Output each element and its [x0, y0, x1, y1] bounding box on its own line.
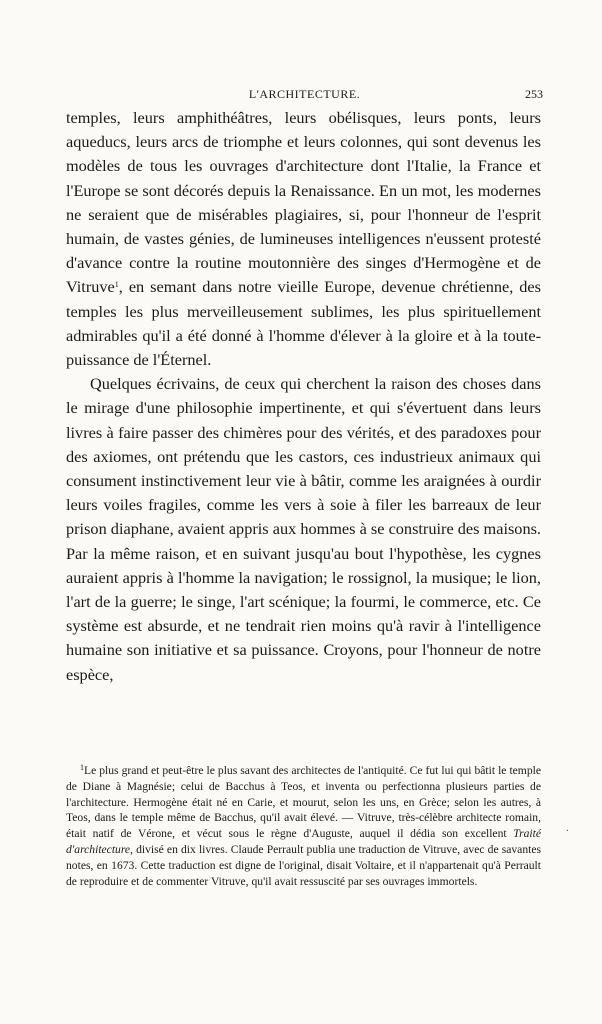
footnote-text-before-title: Le plus grand et peut-être le plus savant des architectes de l'antiquité. Ce fut lui qui bâtit le temple de Diane à Magnésie; celui de Bacchus à Teos, et inventa ou perfectionna plusieurs parties de l'architecture. Hermogène était né en Carie, et mourut, selon les uns, en Grèce; selon les autres, à Teos, dans le temple même de Bacchus, qu'il avait élevé. — Vitruve, très-célèbre architecte romain, était natif de Vérone, et vécut sous le règne d'Auguste, auquel il dédia son excellent: [66, 764, 541, 841]
paragraph-1-text-after-note: , en semant dans notre vieille Europe, devenue chrétienne, des temples les plus merveilleusement sublimes, les plus spirituellement admirables qu'il a été donné à l'homme d'élever à la gloire et à la toute-puissance de l'Éternel.: [66, 277, 541, 370]
footnote-text-after-title: , divisé en dix livres. Claude Perrault publia une traduction de Vitruve, avec de savantes notes, en 1673. Cette traduction est digne de l'original, disait Voltaire, et il n'appartenait qu'à Perrault de reproduire et de commenter Vitruve, qu'il avait ressuscité par ses ouvrages immortels.: [66, 842, 541, 888]
footnote-book-title: Traité d'architecture: [66, 827, 541, 856]
footnote-mark: 1: [80, 763, 84, 772]
margin-mark: .: [566, 822, 569, 834]
footnote-reference: 1: [114, 280, 119, 290]
paragraph-1-text-before-note: temples, leurs amphithéâtres, leurs obélisques, leurs ponts, leurs aqueducs, leurs arcs de triomphe et leurs colonnes, qui sont devenus les modèles de tous les ouvrages d'architecture dont l'Italie, la France et l'Europe se sont décorés depuis la Renaissance. En un mot, les modernes ne seraient que de misérables plagiaires, si, pour l'honneur de l'esprit humain, de vastes génies, de lumineuses intelligences n'eussent protesté d'avance contre la routine moutonnière des singes d'Hermogène et de Vitruve: [66, 108, 541, 297]
paragraph-2: Quelques écrivains, de ceux qui cherchent la raison des choses dans le mirage d'une philosophie impertinente, et qui s'évertuent dans leurs livres à faire passer des chimères pour des vérités, et des paradoxes pour des axiomes, ont prétendu que les castors, ces industrieux animaux qui consument instinctivement leur vie à bâtir, comme les araignées à ourdir leurs voiles fragiles, comme les vers à soie à filer les barreaux de leur prison diaphane, avaient appris aux hommes à se construire des maisons. Par la même raison, et en suivant jusqu'au bout l'hypothèse, les cygnes auraient appris à l'homme la navigation; le rossignol, la musique; le lion, l'art de la guerre; le singe, l'art scénique; la fourmi, le commerce, etc. Ce système est absurde, et ne tendrait rien moins qu'à ravir à l'intelligence humaine son initiative et sa puissance. Croyons, pour l'honneur de notre espèce,: [66, 374, 541, 684]
footnotes: [66, 760, 541, 889]
page-header: [66, 87, 543, 103]
page-number: 253: [525, 87, 543, 101]
paragraph-1: [66, 106, 541, 372]
body-text: [66, 106, 541, 687]
running-title: L'ARCHITECTURE.: [248, 87, 361, 101]
footnote-1: [66, 760, 541, 889]
